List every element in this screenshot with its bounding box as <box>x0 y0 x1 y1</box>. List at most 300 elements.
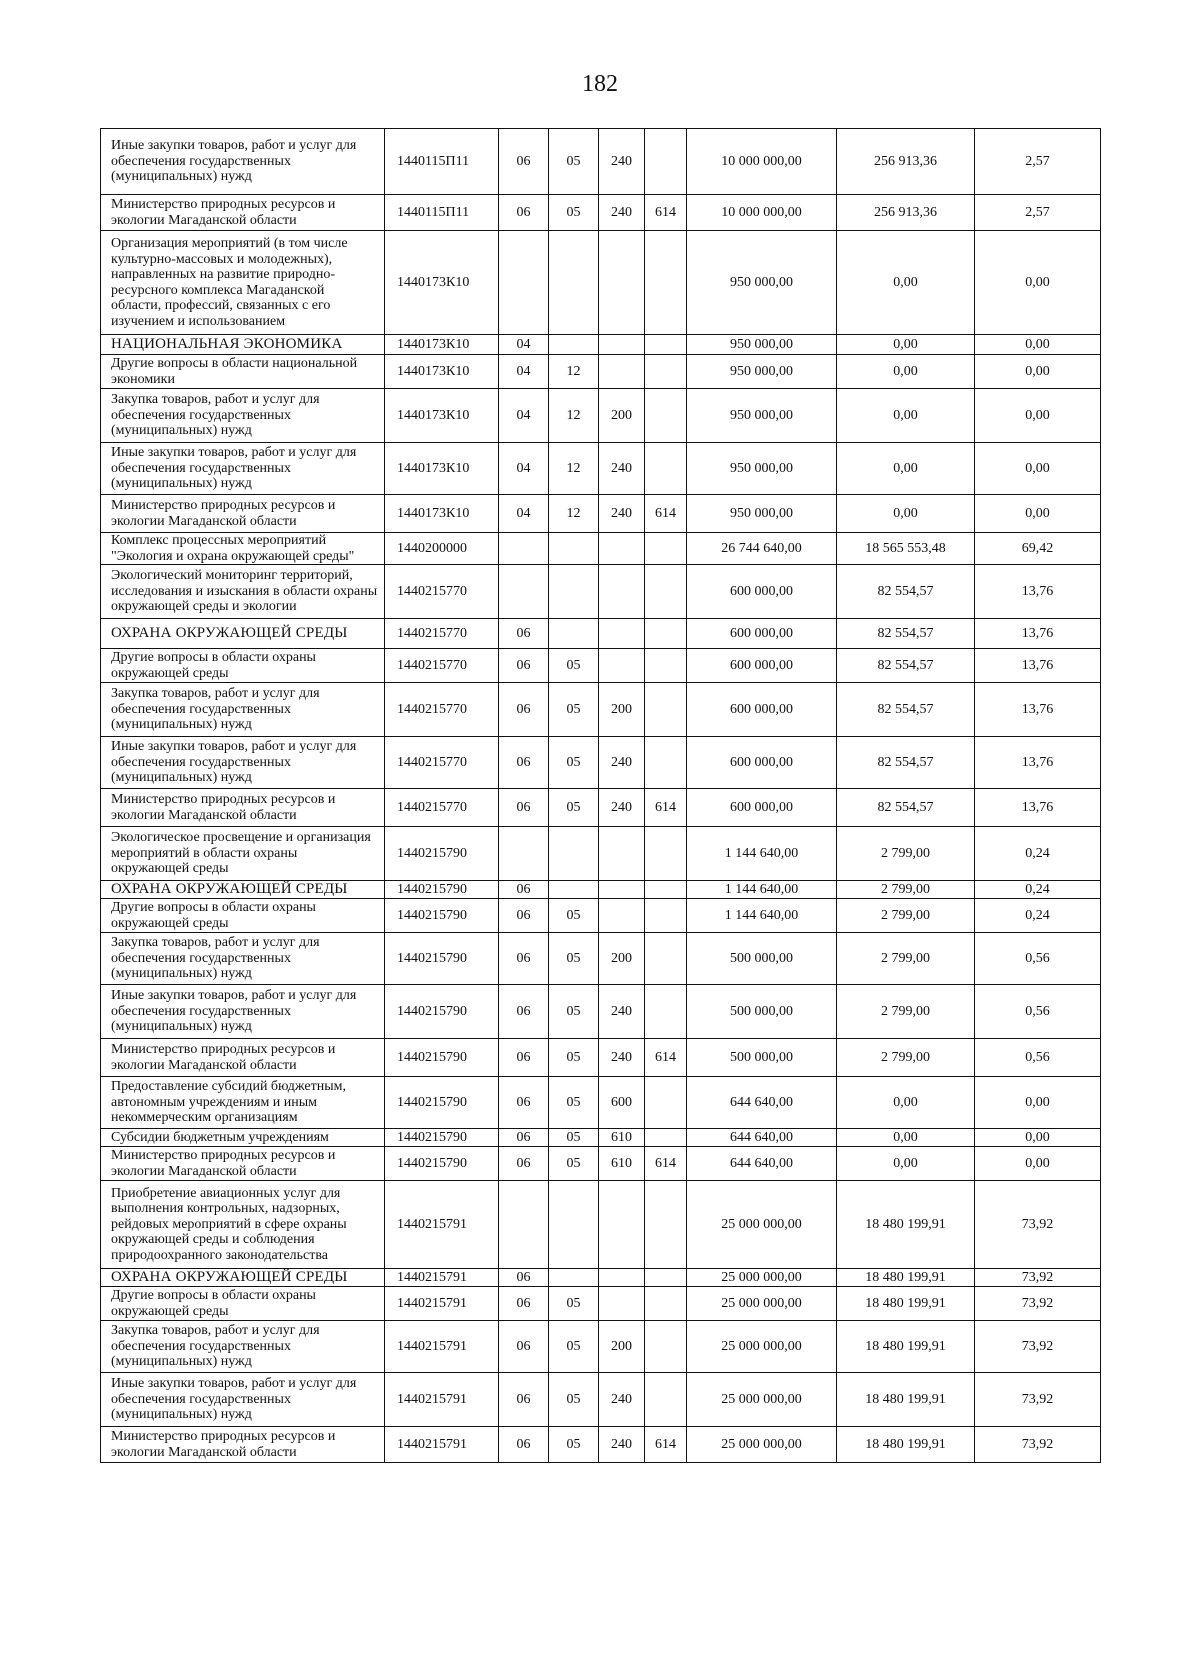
execution-percent: 13,76 <box>975 649 1101 683</box>
planned-amount: 600 000,00 <box>687 683 837 737</box>
administrator-code <box>645 129 687 195</box>
executed-amount: 2 799,00 <box>837 1039 975 1077</box>
target-article-code: 1440215790 <box>385 827 499 881</box>
planned-amount: 500 000,00 <box>687 933 837 985</box>
subsection-code <box>549 533 599 565</box>
section-code: 06 <box>499 985 549 1039</box>
target-article-code: 1440215790 <box>385 1147 499 1181</box>
subsection-code: 05 <box>549 1287 599 1321</box>
expense-type-code <box>599 881 645 899</box>
expense-type-code <box>599 827 645 881</box>
section-code: 06 <box>499 933 549 985</box>
administrator-code <box>645 443 687 495</box>
subsection-code: 12 <box>549 355 599 389</box>
planned-amount: 500 000,00 <box>687 985 837 1039</box>
execution-percent: 0,00 <box>975 443 1101 495</box>
row-name: Предоставление субсидий бюджетным, автономным учреждениям и иным некоммерческим организациям <box>101 1077 385 1129</box>
executed-amount: 18 480 199,91 <box>837 1427 975 1463</box>
administrator-code <box>645 985 687 1039</box>
table-row <box>101 565 1101 619</box>
executed-amount: 0,00 <box>837 1129 975 1147</box>
administrator-code <box>645 933 687 985</box>
administrator-code <box>645 533 687 565</box>
planned-amount: 644 640,00 <box>687 1147 837 1181</box>
expense-type-code: 200 <box>599 933 645 985</box>
table-row <box>101 933 1101 985</box>
planned-amount: 950 000,00 <box>687 443 837 495</box>
subsection-code: 12 <box>549 495 599 533</box>
target-article-code: 1440115П11 <box>385 129 499 195</box>
planned-amount: 600 000,00 <box>687 789 837 827</box>
subsection-code: 12 <box>549 443 599 495</box>
administrator-code <box>645 1129 687 1147</box>
expense-type-code <box>599 899 645 933</box>
execution-percent: 0,00 <box>975 1077 1101 1129</box>
target-article-code: 1440215770 <box>385 683 499 737</box>
target-article-code: 1440173К10 <box>385 443 499 495</box>
row-name: Другие вопросы в области охраны окружающей среды <box>101 649 385 683</box>
table-row <box>101 195 1101 231</box>
section-code: 06 <box>499 1269 549 1287</box>
planned-amount: 950 000,00 <box>687 231 837 335</box>
section-code: 06 <box>499 1039 549 1077</box>
planned-amount: 10 000 000,00 <box>687 129 837 195</box>
execution-percent: 73,92 <box>975 1427 1101 1463</box>
execution-percent: 13,76 <box>975 683 1101 737</box>
section-code: 06 <box>499 1287 549 1321</box>
executed-amount: 18 480 199,91 <box>837 1181 975 1269</box>
executed-amount: 2 799,00 <box>837 881 975 899</box>
execution-percent: 69,42 <box>975 533 1101 565</box>
table-row <box>101 985 1101 1039</box>
administrator-code <box>645 355 687 389</box>
target-article-code: 1440215790 <box>385 881 499 899</box>
execution-percent: 0,56 <box>975 933 1101 985</box>
target-article-code: 1440173К10 <box>385 231 499 335</box>
expense-type-code: 200 <box>599 389 645 443</box>
planned-amount: 644 640,00 <box>687 1077 837 1129</box>
section-code: 06 <box>499 881 549 899</box>
expense-type-code: 240 <box>599 1039 645 1077</box>
administrator-code <box>645 1287 687 1321</box>
row-name: Экологическое просвещение и организация мероприятий в области охраны окружающей среды <box>101 827 385 881</box>
execution-percent: 0,24 <box>975 881 1101 899</box>
section-code: 04 <box>499 335 549 355</box>
table-row <box>101 1129 1101 1147</box>
subsection-code <box>549 565 599 619</box>
planned-amount: 950 000,00 <box>687 389 837 443</box>
target-article-code: 1440215770 <box>385 565 499 619</box>
row-name: Иные закупки товаров, работ и услуг для обеспечения государственных (муниципальных) нужд <box>101 443 385 495</box>
row-name: Другие вопросы в области охраны окружающей среды <box>101 899 385 933</box>
table-row <box>101 533 1101 565</box>
administrator-code <box>645 881 687 899</box>
administrator-code: 614 <box>645 1427 687 1463</box>
execution-percent: 0,24 <box>975 827 1101 881</box>
row-name: НАЦИОНАЛЬНАЯ ЭКОНОМИКА <box>101 335 385 355</box>
section-code: 06 <box>499 789 549 827</box>
subsection-code: 05 <box>549 683 599 737</box>
planned-amount: 1 144 640,00 <box>687 827 837 881</box>
executed-amount: 82 554,57 <box>837 619 975 649</box>
planned-amount: 25 000 000,00 <box>687 1321 837 1373</box>
subsection-code: 05 <box>549 649 599 683</box>
execution-percent: 0,24 <box>975 899 1101 933</box>
planned-amount: 26 744 640,00 <box>687 533 837 565</box>
planned-amount: 950 000,00 <box>687 335 837 355</box>
target-article-code: 1440215770 <box>385 737 499 789</box>
table-row <box>101 355 1101 389</box>
table-row <box>101 389 1101 443</box>
administrator-code <box>645 1269 687 1287</box>
target-article-code: 1440215791 <box>385 1287 499 1321</box>
table-row <box>101 1269 1101 1287</box>
row-name: ОХРАНА ОКРУЖАЮЩЕЙ СРЕДЫ <box>101 619 385 649</box>
row-name: Министерство природных ресурсов и экологии Магаданской области <box>101 1427 385 1463</box>
executed-amount: 0,00 <box>837 355 975 389</box>
table-row <box>101 881 1101 899</box>
table-row <box>101 789 1101 827</box>
table-row <box>101 1039 1101 1077</box>
expense-type-code <box>599 565 645 619</box>
row-name: Другие вопросы в области национальной экономики <box>101 355 385 389</box>
target-article-code: 1440215790 <box>385 1077 499 1129</box>
table-row <box>101 231 1101 335</box>
expense-type-code <box>599 1287 645 1321</box>
planned-amount: 25 000 000,00 <box>687 1427 837 1463</box>
subsection-code <box>549 231 599 335</box>
administrator-code <box>645 1077 687 1129</box>
execution-percent: 13,76 <box>975 565 1101 619</box>
execution-percent: 73,92 <box>975 1373 1101 1427</box>
subsection-code: 05 <box>549 985 599 1039</box>
table-row <box>101 1373 1101 1427</box>
executed-amount: 82 554,57 <box>837 683 975 737</box>
expense-type-code <box>599 355 645 389</box>
subsection-code <box>549 619 599 649</box>
planned-amount: 600 000,00 <box>687 649 837 683</box>
execution-percent: 0,00 <box>975 231 1101 335</box>
executed-amount: 18 565 553,48 <box>837 533 975 565</box>
administrator-code <box>645 565 687 619</box>
executed-amount: 2 799,00 <box>837 933 975 985</box>
target-article-code: 1440215770 <box>385 619 499 649</box>
administrator-code <box>645 899 687 933</box>
subsection-code: 05 <box>549 899 599 933</box>
execution-percent: 73,92 <box>975 1321 1101 1373</box>
execution-percent: 2,57 <box>975 129 1101 195</box>
section-code: 04 <box>499 443 549 495</box>
target-article-code: 1440215770 <box>385 789 499 827</box>
row-name: Министерство природных ресурсов и экологии Магаданской области <box>101 1039 385 1077</box>
executed-amount: 18 480 199,91 <box>837 1321 975 1373</box>
table-row <box>101 619 1101 649</box>
planned-amount: 10 000 000,00 <box>687 195 837 231</box>
row-name: Комплекс процессных мероприятий "Экология и охрана окружающей среды" <box>101 533 385 565</box>
planned-amount: 950 000,00 <box>687 355 837 389</box>
row-name: Министерство природных ресурсов и экологии Магаданской области <box>101 195 385 231</box>
table-row <box>101 129 1101 195</box>
administrator-code <box>645 389 687 443</box>
section-code: 06 <box>499 619 549 649</box>
execution-percent: 73,92 <box>975 1269 1101 1287</box>
row-name: Министерство природных ресурсов и экологии Магаданской области <box>101 1147 385 1181</box>
subsection-code: 05 <box>549 129 599 195</box>
execution-percent: 0,56 <box>975 1039 1101 1077</box>
expense-type-code <box>599 231 645 335</box>
execution-percent: 0,00 <box>975 1147 1101 1181</box>
target-article-code: 1440215770 <box>385 649 499 683</box>
table-row <box>101 1287 1101 1321</box>
expense-type-code: 240 <box>599 495 645 533</box>
section-code: 04 <box>499 389 549 443</box>
section-code: 06 <box>499 1129 549 1147</box>
expense-type-code: 610 <box>599 1129 645 1147</box>
row-name: Министерство природных ресурсов и экологии Магаданской области <box>101 789 385 827</box>
expense-type-code <box>599 533 645 565</box>
executed-amount: 18 480 199,91 <box>837 1269 975 1287</box>
expense-type-code: 240 <box>599 443 645 495</box>
administrator-code <box>645 683 687 737</box>
administrator-code: 614 <box>645 1147 687 1181</box>
execution-percent: 0,56 <box>975 985 1101 1039</box>
section-code: 06 <box>499 129 549 195</box>
section-code <box>499 533 549 565</box>
execution-percent: 73,92 <box>975 1287 1101 1321</box>
target-article-code: 1440215791 <box>385 1269 499 1287</box>
subsection-code <box>549 335 599 355</box>
administrator-code: 614 <box>645 195 687 231</box>
table-row <box>101 1147 1101 1181</box>
executed-amount: 0,00 <box>837 231 975 335</box>
executed-amount: 2 799,00 <box>837 899 975 933</box>
subsection-code: 05 <box>549 1427 599 1463</box>
row-name: Иные закупки товаров, работ и услуг для обеспечения государственных (муниципальных) нужд <box>101 985 385 1039</box>
subsection-code: 05 <box>549 737 599 789</box>
page-number: 182 <box>582 71 618 97</box>
section-code: 06 <box>499 1147 549 1181</box>
execution-percent: 73,92 <box>975 1181 1101 1269</box>
subsection-code <box>549 881 599 899</box>
executed-amount: 0,00 <box>837 443 975 495</box>
administrator-code <box>645 649 687 683</box>
target-article-code: 1440173К10 <box>385 389 499 443</box>
subsection-code: 05 <box>549 1077 599 1129</box>
expense-type-code: 240 <box>599 789 645 827</box>
planned-amount: 25 000 000,00 <box>687 1287 837 1321</box>
execution-percent: 13,76 <box>975 619 1101 649</box>
executed-amount: 82 554,57 <box>837 737 975 789</box>
administrator-code <box>645 619 687 649</box>
subsection-code: 05 <box>549 933 599 985</box>
planned-amount: 25 000 000,00 <box>687 1181 837 1269</box>
table-row <box>101 827 1101 881</box>
execution-percent: 0,00 <box>975 355 1101 389</box>
section-code: 04 <box>499 495 549 533</box>
row-name: Закупка товаров, работ и услуг для обеспечения государственных (муниципальных) нужд <box>101 1321 385 1373</box>
subsection-code: 05 <box>549 195 599 231</box>
section-code: 04 <box>499 355 549 389</box>
expense-type-code: 240 <box>599 985 645 1039</box>
expense-type-code: 240 <box>599 129 645 195</box>
expense-type-code: 240 <box>599 195 645 231</box>
expense-type-code: 200 <box>599 1321 645 1373</box>
administrator-code <box>645 1373 687 1427</box>
expense-type-code <box>599 335 645 355</box>
row-name: Приобретение авиационных услуг для выполнения контрольных, надзорных, рейдовых мероприятий в сфере охраны окружающей среды и соблюдения природоохранного законодательства <box>101 1181 385 1269</box>
subsection-code: 05 <box>549 1129 599 1147</box>
execution-percent: 13,76 <box>975 737 1101 789</box>
expense-type-code: 240 <box>599 737 645 789</box>
administrator-code: 614 <box>645 789 687 827</box>
expense-type-code: 200 <box>599 683 645 737</box>
planned-amount: 950 000,00 <box>687 495 837 533</box>
subsection-code: 12 <box>549 389 599 443</box>
target-article-code: 1440215790 <box>385 1039 499 1077</box>
section-code <box>499 1181 549 1269</box>
execution-percent: 0,00 <box>975 389 1101 443</box>
target-article-code: 1440215791 <box>385 1321 499 1373</box>
expense-type-code <box>599 1269 645 1287</box>
subsection-code: 05 <box>549 1321 599 1373</box>
section-code <box>499 827 549 881</box>
execution-percent: 0,00 <box>975 335 1101 355</box>
table-row <box>101 443 1101 495</box>
table-row <box>101 1181 1101 1269</box>
planned-amount: 500 000,00 <box>687 1039 837 1077</box>
budget-table <box>100 128 1101 1463</box>
executed-amount: 82 554,57 <box>837 649 975 683</box>
row-name: Другие вопросы в области охраны окружающей среды <box>101 1287 385 1321</box>
expense-type-code <box>599 619 645 649</box>
section-code: 06 <box>499 737 549 789</box>
subsection-code: 05 <box>549 1373 599 1427</box>
target-article-code: 1440215790 <box>385 899 499 933</box>
table-row <box>101 899 1101 933</box>
section-code: 06 <box>499 1077 549 1129</box>
execution-percent: 0,00 <box>975 495 1101 533</box>
planned-amount: 1 144 640,00 <box>687 881 837 899</box>
row-name: Иные закупки товаров, работ и услуг для обеспечения государственных (муниципальных) нужд <box>101 129 385 195</box>
target-article-code: 1440173К10 <box>385 355 499 389</box>
section-code: 06 <box>499 649 549 683</box>
table-row <box>101 335 1101 355</box>
planned-amount: 600 000,00 <box>687 619 837 649</box>
table-row <box>101 683 1101 737</box>
target-article-code: 1440215791 <box>385 1181 499 1269</box>
administrator-code <box>645 1321 687 1373</box>
row-name: Экологический мониторинг территорий, исследования и изыскания в области охраны окружающей среды и экологии <box>101 565 385 619</box>
target-article-code: 1440215791 <box>385 1373 499 1427</box>
administrator-code: 614 <box>645 1039 687 1077</box>
administrator-code <box>645 737 687 789</box>
target-article-code: 1440215790 <box>385 985 499 1039</box>
planned-amount: 600 000,00 <box>687 737 837 789</box>
subsection-code: 05 <box>549 1147 599 1181</box>
planned-amount: 1 144 640,00 <box>687 899 837 933</box>
executed-amount: 0,00 <box>837 495 975 533</box>
table-row <box>101 495 1101 533</box>
executed-amount: 0,00 <box>837 1147 975 1181</box>
row-name: Организация мероприятий (в том числе культурно-массовых и молодежных), направленных на развитие природно-ресурсного комплекса Магаданской области, профессий, связанных с его изучением и использованием <box>101 231 385 335</box>
executed-amount: 2 799,00 <box>837 827 975 881</box>
section-code: 06 <box>499 1427 549 1463</box>
executed-amount: 2 799,00 <box>837 985 975 1039</box>
row-name: Министерство природных ресурсов и экологии Магаданской области <box>101 495 385 533</box>
row-name: Закупка товаров, работ и услуг для обеспечения государственных (муниципальных) нужд <box>101 389 385 443</box>
target-article-code: 1440115П11 <box>385 195 499 231</box>
executed-amount: 256 913,36 <box>837 129 975 195</box>
expense-type-code: 240 <box>599 1427 645 1463</box>
section-code <box>499 565 549 619</box>
section-code: 06 <box>499 683 549 737</box>
row-name: Субсидии бюджетным учреждениям <box>101 1129 385 1147</box>
expense-type-code: 600 <box>599 1077 645 1129</box>
administrator-code <box>645 827 687 881</box>
target-article-code: 1440173К10 <box>385 335 499 355</box>
executed-amount: 256 913,36 <box>837 195 975 231</box>
target-article-code: 1440215791 <box>385 1427 499 1463</box>
row-name: ОХРАНА ОКРУЖАЮЩЕЙ СРЕДЫ <box>101 881 385 899</box>
execution-percent: 0,00 <box>975 1129 1101 1147</box>
expense-type-code <box>599 649 645 683</box>
expense-type-code: 240 <box>599 1373 645 1427</box>
administrator-code: 614 <box>645 495 687 533</box>
table-row <box>101 1427 1101 1463</box>
row-name: Закупка товаров, работ и услуг для обеспечения государственных (муниципальных) нужд <box>101 683 385 737</box>
subsection-code: 05 <box>549 789 599 827</box>
target-article-code: 1440200000 <box>385 533 499 565</box>
row-name: Иные закупки товаров, работ и услуг для обеспечения государственных (муниципальных) нужд <box>101 737 385 789</box>
target-article-code: 1440215790 <box>385 933 499 985</box>
table-row <box>101 1077 1101 1129</box>
table-row <box>101 1321 1101 1373</box>
execution-percent: 2,57 <box>975 195 1101 231</box>
executed-amount: 82 554,57 <box>837 565 975 619</box>
execution-percent: 13,76 <box>975 789 1101 827</box>
section-code: 06 <box>499 1373 549 1427</box>
row-name: ОХРАНА ОКРУЖАЮЩЕЙ СРЕДЫ <box>101 1269 385 1287</box>
executed-amount: 18 480 199,91 <box>837 1373 975 1427</box>
executed-amount: 0,00 <box>837 389 975 443</box>
section-code <box>499 231 549 335</box>
expense-type-code: 610 <box>599 1147 645 1181</box>
planned-amount: 25 000 000,00 <box>687 1269 837 1287</box>
table-row <box>101 737 1101 789</box>
executed-amount: 0,00 <box>837 335 975 355</box>
section-code: 06 <box>499 195 549 231</box>
executed-amount: 0,00 <box>837 1077 975 1129</box>
subsection-code <box>549 827 599 881</box>
section-code: 06 <box>499 899 549 933</box>
subsection-code <box>549 1181 599 1269</box>
executed-amount: 82 554,57 <box>837 789 975 827</box>
subsection-code: 05 <box>549 1039 599 1077</box>
target-article-code: 1440215790 <box>385 1129 499 1147</box>
administrator-code <box>645 335 687 355</box>
target-article-code: 1440173К10 <box>385 495 499 533</box>
administrator-code <box>645 231 687 335</box>
subsection-code <box>549 1269 599 1287</box>
row-name: Иные закупки товаров, работ и услуг для обеспечения государственных (муниципальных) нужд <box>101 1373 385 1427</box>
planned-amount: 25 000 000,00 <box>687 1373 837 1427</box>
planned-amount: 644 640,00 <box>687 1129 837 1147</box>
planned-amount: 600 000,00 <box>687 565 837 619</box>
executed-amount: 18 480 199,91 <box>837 1287 975 1321</box>
administrator-code <box>645 1181 687 1269</box>
row-name: Закупка товаров, работ и услуг для обеспечения государственных (муниципальных) нужд <box>101 933 385 985</box>
section-code: 06 <box>499 1321 549 1373</box>
